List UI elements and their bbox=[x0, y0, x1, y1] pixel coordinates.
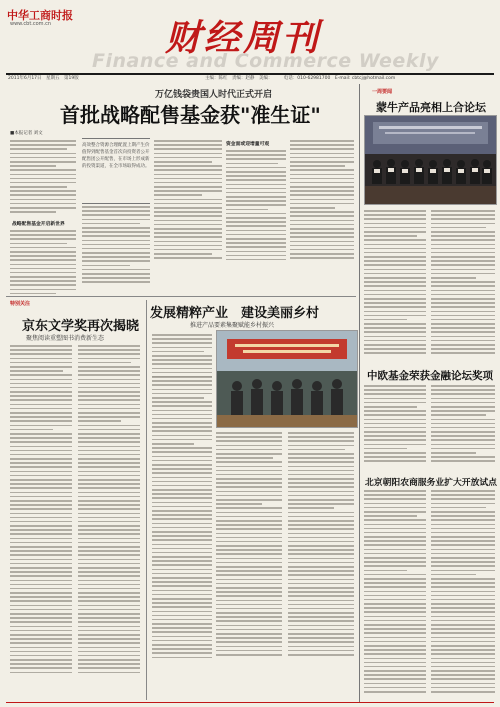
issue-line: 2011年6月17日 星期五 第19版 bbox=[8, 76, 79, 81]
lead-column-5-text bbox=[290, 140, 354, 261]
lead-intro: 高效整合资源合理配置上期产生价值得到配售基金首次向投资者公开配售团公开配售，在市场上形成新的投资渠道，在全市场取得成功。 bbox=[82, 143, 150, 169]
masthead bbox=[0, 0, 500, 80]
agri-subhead: 推进产品要素集聚赋能乡村振兴 bbox=[190, 322, 275, 329]
lead-column-1-text bbox=[10, 140, 76, 215]
right-story-1-text-b bbox=[431, 210, 495, 357]
culture-divider bbox=[146, 300, 147, 700]
lead-byline: ■本报记者 刘文 bbox=[10, 131, 43, 136]
right-story-2-text-a bbox=[364, 385, 426, 465]
lead-kicker: 万亿钱袋贵国人时代正式开启 bbox=[155, 90, 273, 100]
right-story-2-text-b bbox=[431, 385, 495, 465]
agri-headline: 发展精粹产业 建设美丽乡村 bbox=[150, 306, 320, 321]
bottom-rule bbox=[6, 702, 494, 703]
agri-text-a bbox=[152, 376, 212, 661]
right-story-1-text-a bbox=[364, 210, 426, 357]
right-story-3-text-a bbox=[364, 490, 426, 695]
right-story-2-headline: 中欧基金荣获金融论坛奖项 bbox=[367, 370, 493, 382]
right-column-label: 一周要闻 bbox=[372, 89, 393, 95]
lead-subhead-2: 资金面或迎增量可观 bbox=[226, 142, 270, 147]
right-story-3-text-b bbox=[431, 490, 495, 695]
culture-label: 特别关注 bbox=[10, 301, 31, 307]
lead-subhead-1: 战略配售基金开启新世界 bbox=[12, 222, 65, 227]
culture-text-b bbox=[78, 345, 140, 676]
lead-intro-box bbox=[82, 138, 150, 204]
lead-bottom-rule bbox=[6, 296, 356, 297]
agri-text-b bbox=[216, 432, 282, 658]
section-title: 财经周刊 bbox=[165, 17, 322, 59]
vertical-divider bbox=[359, 84, 360, 702]
right-story-3-headline: 北京朝阳农商服务业扩大开放试点 bbox=[365, 478, 497, 488]
agri-photo bbox=[216, 330, 358, 428]
lead-headline: 首批战略配售基金获"准生证" bbox=[60, 103, 321, 127]
lead-column-1-text-b bbox=[10, 230, 76, 297]
lead-column-2-text bbox=[82, 206, 150, 286]
right-story-1-photo bbox=[364, 115, 497, 205]
paper-name: 中华工商时报 bbox=[7, 9, 73, 22]
culture-text-a bbox=[10, 345, 72, 676]
paper-url: www.cbt.com.cn bbox=[10, 21, 52, 27]
agri-text-intro bbox=[152, 334, 212, 380]
right-story-1-headline: 蒙牛产品亮相上合论坛 bbox=[376, 101, 486, 114]
lead-column-4-text bbox=[226, 150, 286, 263]
editors-line: 主编：陈红 责编：赵静 美编： 电话：010-62981700 E-mail: cbtcj@hotmail.com bbox=[205, 76, 396, 81]
section-subtitle: Finance and Commerce Weekly bbox=[92, 50, 439, 72]
agri-text-c bbox=[288, 432, 354, 658]
conference-photo bbox=[365, 116, 496, 204]
event-photo bbox=[217, 331, 357, 427]
culture-headline: 京东文学奖再次揭晓 bbox=[22, 319, 140, 334]
culture-subhead: 聚焦阅读重塑图书消费新生态 bbox=[26, 335, 105, 342]
lead-column-3-text bbox=[154, 140, 222, 261]
